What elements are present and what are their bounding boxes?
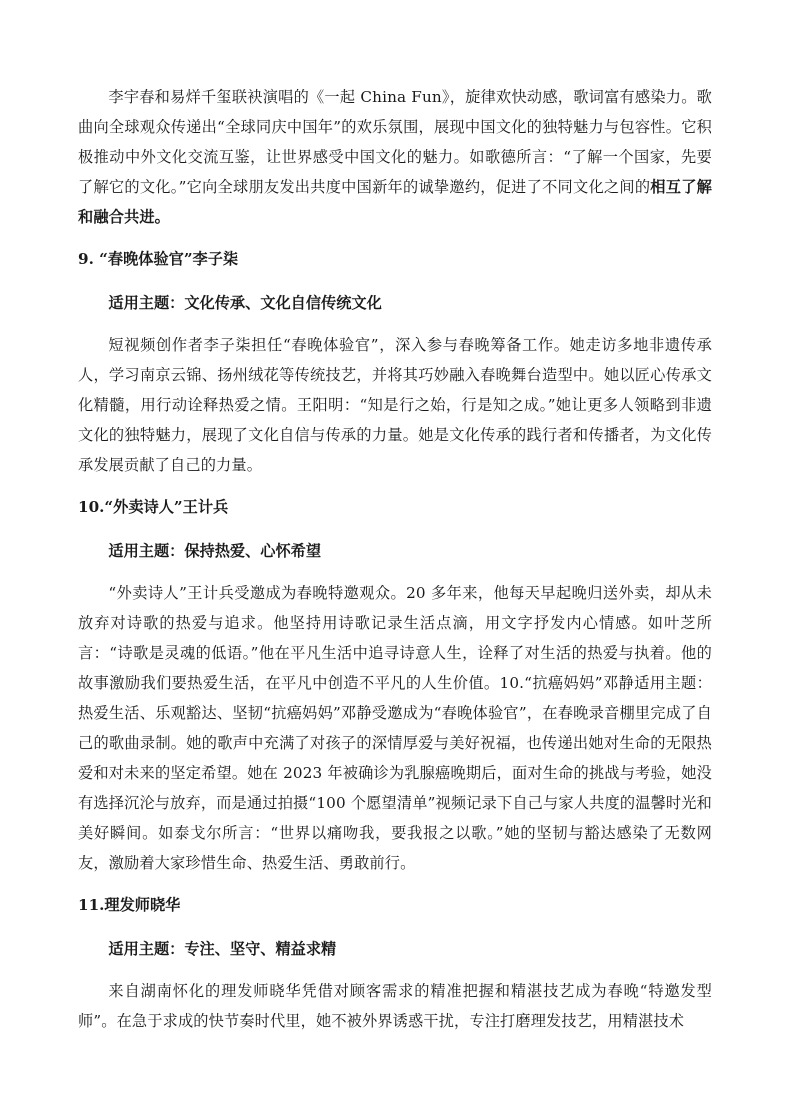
section-subject-11: 适用主题：专注、坚守、精益求精 — [108, 940, 337, 958]
section-heading-11: 11.理发师晓华 — [78, 896, 181, 914]
section-heading-9: 9. “春晚体验官”李子柒 — [78, 250, 239, 268]
section-subject-10: 适用主题：保持热爱、心怀希望 — [108, 542, 322, 560]
section-heading-10: 10.“外卖诗人”王计兵 — [78, 498, 229, 516]
intro-paragraph-bold-tail: 相互了解和融合共进。 — [78, 178, 712, 226]
intro-paragraph — [78, 82, 712, 232]
intro-paragraph-text: 李宇春和易烊千玺联袂演唱的《一起 China Fun》，旋律欢快动感，歌词富有感染力。歌曲向全球观众传递出“全球同庆中国年”的欢乐氛围，展现中国文化的独特魅力与包容性。它积极推动中外文化交流互鉴，让世界感受中国文化的魅力。如歌德所言：“了解一个国家，先要了解它的文化。”它向全球朋友发出共度中国新年的诚挚邀约，促进了不同文化之间的 — [78, 88, 712, 196]
section-subject-9: 适用主题：文化传承、文化自信传统文化 — [108, 294, 382, 312]
section-paragraph-9: 短视频创作者李子柒担任“春晚体验官”，深入参与春晚筹备工作。她走访多地非遗传承人，学习南京云锦、扬州绒花等传统技艺，并将其巧妙融入春晚舞台造型中。她以匠心传承文化精髓，用行动诠释热爱之情。王阳明：“知是行之始，行是知之成。”她让更多人领略到非遗文化的独特魅力，展现了文化自信与传承的力量。她是文化传承的践行者和传播者，为文化传承发展贡献了自己的力量。 — [78, 336, 712, 474]
document-page — [78, 82, 712, 1036]
section-paragraph-11: 来自湖南怀化的理发师晓华凭借对顾客需求的精准把握和精湛技艺成为春晚“特邀发型师”。在急于求成的快节奏时代里，她不被外界诱惑干扰，专注打磨理发技艺，用精湛技术 — [78, 982, 712, 1030]
section-paragraph-10: “外卖诗人”王计兵受邀成为春晚特邀观众。20 多年来，他每天早起晚归送外卖，却从未放弃对诗歌的热爱与追求。他坚持用诗歌记录生活点滴，用文字抒发内心情感。如叶芝所言：“诗歌是灵魂的低语。”他在平凡生活中追寻诗意人生，诠释了对生活的热爱与执着。他的故事激励我们要热爱生活，在平凡中创造不平凡的人生价值。10.“抗癌妈妈”邓静适用主题：热爱生活、乐观豁达、坚韧“抗癌妈妈”邓静受邀成为“春晚体验官”，在春晚录音棚里完成了自己的歌曲录制。她的歌声中充满了对孩子的深情厚爱与美好祝福，也传递出她对生命的无限热爱和对未来的坚定希望。她在 2023 年被确诊为乳腺癌晚期后，面对生命的挑战与考验，她没有选择沉沦与放弃，而是通过拍摄“100 个愿望清单”视频记录下自己与家人共度的温馨时光和美好瞬间。如泰戈尔所言：“世界以痛吻我，要我报之以歌。”她的坚韧与豁达感染了无数网友，激励着大家珍惜生命、热爱生活、勇敢前行。 — [78, 584, 712, 872]
